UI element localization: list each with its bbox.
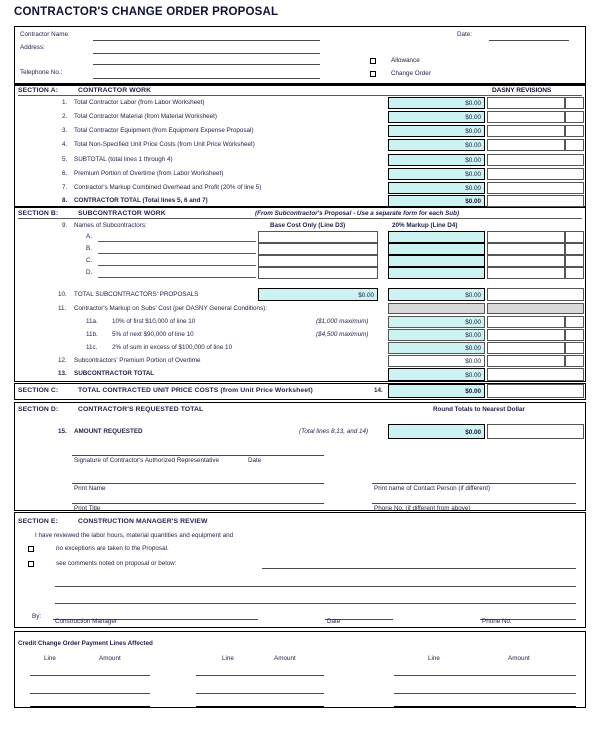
revision-cell-1[interactable] (487, 231, 565, 243)
change-order-checkbox[interactable] (370, 71, 376, 77)
signature-input[interactable] (72, 455, 324, 456)
section-c-title: TOTAL CONTRACTED UNIT PRICE COSTS (from Unit Price Worksheet) (78, 387, 313, 394)
contact-person-input[interactable] (372, 483, 576, 484)
section-c-value: $0.00 (465, 388, 481, 395)
row-value: $0.00 (465, 128, 481, 135)
revision-cell-2[interactable] (565, 342, 584, 354)
revision-cell-2[interactable] (565, 267, 584, 279)
contact-person-label: Print name of Contact Person (if different) (374, 485, 491, 492)
line11c-label: 2% of sum in excess of $100,000 of line 10 (112, 344, 233, 351)
line11b-value: $0.00 (465, 332, 481, 339)
row-value: $0.00 (465, 157, 481, 164)
row-number: 4. (62, 141, 68, 148)
section-c-line-number: 14. (374, 387, 383, 394)
revision-cell-2[interactable] (565, 139, 584, 151)
see-comments-label: see comments noted on proposal or below: (56, 560, 177, 567)
line13-value: $0.00 (465, 372, 481, 379)
revision-cell-1[interactable] (487, 355, 565, 367)
telephone-input[interactable] (93, 78, 320, 79)
no-exceptions-checkbox[interactable] (28, 546, 34, 552)
markup-header: 20% Markup (Line D4) (392, 222, 458, 229)
credit-input-c3-r1[interactable] (394, 675, 576, 676)
revision-cell-2[interactable] (565, 97, 584, 109)
line11-number: 11. (58, 305, 67, 312)
sub-base-cost-cell[interactable] (258, 267, 378, 279)
section-a-title: CONTRACTOR WORK (78, 87, 152, 94)
row-number: 1. (62, 99, 68, 106)
row-label: SUBTOTAL (total lines 1 through 4) (74, 156, 173, 163)
credit-line-label-1: Line (44, 655, 56, 662)
change-order-label: Change Order (391, 70, 431, 77)
row-value: $0.00 (465, 142, 481, 149)
section-b-note: (From Subcontractor's Proposal - Use a separate form for each Sub) (255, 210, 460, 217)
revision-cell-1[interactable] (487, 168, 584, 180)
credit-input-c3-r2[interactable] (394, 693, 576, 694)
credit-line-label-3: Line (428, 655, 440, 662)
telephone-label: Telephone No.: (20, 69, 63, 76)
dasny-revisions-header: DASNY REVISIONS (492, 87, 552, 94)
credit-input-c1-r3[interactable] (30, 706, 150, 708)
line9-label: Names of Subcontractors: (74, 222, 147, 229)
credit-input-c2-r2[interactable] (196, 693, 324, 694)
sub-name-input[interactable] (98, 253, 256, 254)
line11-label: Contractor's Markup on Subs' Cost (per DASNY General Conditions): (74, 305, 268, 312)
row-number: 7. (62, 184, 68, 191)
row-number: 5. (62, 156, 68, 163)
revision-cell-1[interactable] (487, 368, 584, 381)
address-input-line1[interactable] (93, 53, 320, 54)
section-d-tag: SECTION D: (18, 406, 59, 413)
credit-input-c1-r2[interactable] (30, 693, 150, 694)
sub-name-input[interactable] (98, 241, 256, 242)
revision-cell-1[interactable] (487, 243, 565, 255)
credit-title: Credit Change Order Payment Lines Affected (18, 640, 153, 647)
line11a-max: ($1,000 maximum) (316, 318, 369, 325)
revision-cell-1[interactable] (487, 195, 584, 207)
comments-input-line1[interactable] (262, 568, 576, 569)
revision-cell-2[interactable] (565, 111, 584, 123)
revision-cell-2[interactable] (565, 329, 584, 341)
sub-markup-cell[interactable] (388, 267, 485, 279)
section-b-header-underline (18, 218, 582, 219)
revision-cell-2[interactable] (565, 355, 584, 367)
line15-label: AMOUNT REQUESTED (74, 428, 143, 435)
credit-input-c2-r1[interactable] (196, 675, 324, 676)
line11a-number: 11a. (86, 318, 98, 325)
row-value: $0.00 (465, 171, 481, 178)
revision-cell-2[interactable] (565, 316, 584, 328)
line12-label: Subcontractors' Premium Portion of Overtime (74, 357, 201, 364)
section-e-block (14, 512, 586, 628)
line11-disabled-cell-right (487, 303, 584, 314)
section-e-intro: I have reviewed the labor hours, material quantities and equipment and (35, 532, 234, 539)
print-name-input[interactable] (72, 483, 324, 484)
line15-value: $0.00 (465, 429, 481, 436)
credit-input-c2-r3[interactable] (196, 706, 324, 708)
date-input[interactable] (489, 40, 569, 41)
page-title: CONTRACTOR'S CHANGE ORDER PROPOSAL (14, 6, 279, 18)
address-input-line2[interactable] (93, 64, 320, 65)
see-comments-checkbox[interactable] (28, 561, 34, 567)
print-title-input[interactable] (72, 503, 324, 504)
base-cost-header: Base Cost Only (Line D3) (270, 222, 346, 229)
credit-amount-label-2: Amount (274, 655, 296, 662)
section-e-tag: SECTION E: (18, 518, 58, 525)
credit-amount-label-3: Amount (508, 655, 530, 662)
section-e-title: CONSTRUCTION MANAGER'S REVIEW (78, 518, 208, 525)
sub-name-input[interactable] (98, 265, 256, 266)
sub-base-cost-cell[interactable] (258, 255, 378, 267)
comments-input-line2[interactable] (55, 586, 576, 587)
row-label: Total Non-Specified Unit Price Costs (from Unit Price Worksheet) (74, 141, 255, 148)
revision-cell-1[interactable] (487, 182, 584, 194)
line11a-value: $0.00 (465, 319, 481, 326)
line11a-label: 10% of first $10,000 of line 10 (112, 318, 196, 325)
row-label: Contractor's Markup Combined Overhead and Profit (20% of line 5) (74, 184, 262, 191)
contractor-name-label: Contractor Name: (20, 31, 70, 38)
section-a-header-underline (18, 95, 582, 96)
section-b-tag: SECTION B: (18, 210, 59, 217)
signature-date-label: Date (248, 457, 262, 464)
line11b-label: 5% of next $90,000 of line 10 (112, 331, 194, 338)
row-number: 8. (62, 197, 68, 204)
revision-cell-1[interactable] (487, 316, 565, 328)
line9-number: 9. (62, 222, 68, 229)
date-label: Date: (457, 31, 473, 38)
revision-cell-1[interactable] (487, 139, 565, 151)
credit-amount-label-1: Amount (99, 655, 121, 662)
header-block (14, 26, 586, 84)
line13-label: SUBCONTRACTOR TOTAL (74, 370, 155, 377)
line15-number: 15. (58, 428, 67, 435)
line11-disabled-cell-left (388, 303, 485, 314)
sub-base-cost-cell[interactable] (258, 231, 378, 243)
sub-markup-cell[interactable] (388, 243, 485, 255)
sub-markup-cell[interactable] (388, 255, 485, 267)
row-value: $0.00 (465, 198, 481, 205)
credit-input-c1-r1[interactable] (30, 675, 150, 676)
line15-note: (Total lines 8,13, and 14) (299, 428, 369, 435)
line11c-number: 11c. (86, 344, 98, 351)
revision-cell-1[interactable] (487, 288, 584, 301)
cm-date-label: Date (327, 618, 341, 625)
allowance-label: Allowance (391, 57, 420, 64)
row-value: $0.00 (465, 100, 481, 107)
no-exceptions-label: no exceptions are taken to the Proposal. (56, 545, 169, 552)
line10-number: 10. (58, 291, 67, 298)
revision-cell-1[interactable] (487, 255, 565, 267)
revision-cell-1[interactable] (487, 125, 565, 137)
revision-cell-2[interactable] (565, 255, 584, 267)
row-label: Total Contractor Equipment (from Equipment Expense Proposal) (74, 127, 254, 134)
row-value: $0.00 (465, 114, 481, 121)
revision-cell-2[interactable] (565, 243, 584, 255)
line11b-max: ($4,500 maximum) (316, 331, 369, 338)
section-b-title: SUBCONTRACTOR WORK (78, 210, 166, 217)
line10-markup-value: $0.00 (465, 292, 481, 299)
line10-label: TOTAL SUBCONTRACTORS' PROPOSALS (74, 291, 199, 298)
sub-letter: A. (86, 233, 92, 240)
sub-base-cost-cell[interactable] (258, 243, 378, 255)
revision-cell-1[interactable] (487, 267, 565, 279)
sub-name-input[interactable] (98, 277, 256, 278)
credit-line-label-2: Line (222, 655, 234, 662)
row-number: 6. (62, 170, 68, 177)
signature-label: Signature of Contractor's Authorized Representative (74, 457, 220, 464)
by-label: By: (32, 613, 42, 620)
sub-letter: D. (86, 269, 93, 276)
allowance-checkbox[interactable] (370, 58, 376, 64)
row-value: $0.00 (465, 185, 481, 192)
revision-cell-1[interactable] (487, 342, 565, 354)
sub-letter: B. (86, 245, 92, 252)
comments-input-line3[interactable] (55, 603, 576, 604)
line13-number: 13. (58, 370, 67, 377)
section-c-revision-cell[interactable] (487, 384, 584, 398)
row-label: CONTRACTOR TOTAL (Total lines 5, 6 and 7) (74, 197, 208, 204)
row-label: Total Contractor Material (from Material Worksheet) (74, 113, 218, 120)
row-number: 3. (62, 127, 68, 134)
row-number: 2. (62, 113, 68, 120)
address-label: Address: (20, 44, 45, 51)
credit-input-c3-r3[interactable] (394, 706, 576, 708)
revision-cell-1[interactable] (487, 111, 565, 123)
line10-base-value: $0.00 (358, 292, 374, 299)
phone-label: Phone No. (if different from above) (374, 505, 471, 512)
print-name-label: Print Name (74, 485, 106, 492)
print-title-label: Print Title (74, 505, 101, 512)
round-totals-note: Round Totals to Nearest Dollar (433, 406, 525, 413)
phone-input[interactable] (372, 503, 576, 504)
revision-cell-2[interactable] (565, 125, 584, 137)
contractor-name-input[interactable] (93, 40, 320, 41)
section-a-tag: SECTION A: (18, 87, 59, 94)
revision-cell-1[interactable] (487, 97, 565, 109)
sub-letter: C. (86, 257, 93, 264)
line12-number: 12. (58, 357, 67, 364)
section-d-title: CONTRACTOR'S REQUESTED TOTAL (78, 406, 204, 413)
line11c-value: $0.00 (465, 345, 481, 352)
revision-cell-2[interactable] (565, 231, 584, 243)
section-a-top-divider (14, 84, 586, 86)
revision-cell-1[interactable] (487, 154, 584, 166)
line12-value: $0.00 (465, 358, 481, 365)
section-c-tag: SECTION C: (18, 387, 59, 394)
revision-cell-1[interactable] (487, 329, 565, 341)
row-label: Premium Portion of Overtime (from Labor Worksheet) (74, 170, 224, 177)
line15-revision-cell[interactable] (487, 424, 584, 439)
row-label: Total Contractor Labor (from Labor Worksheet) (74, 99, 205, 106)
sub-markup-cell[interactable] (388, 231, 485, 243)
line11b-number: 11b. (86, 331, 98, 338)
cm-label: Construction Manager (55, 618, 117, 625)
cm-phone-label: Phone No. (482, 618, 512, 625)
